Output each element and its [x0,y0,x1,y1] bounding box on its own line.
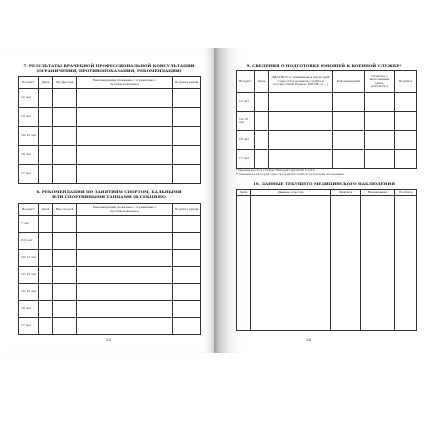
age-cell: 13 лет [19,108,39,127]
notebook-spread [4,48,424,353]
blank-cell[interactable] [173,165,201,184]
section9-title: 9. СВЕДЕНИЯ О ПОДГОТОВКЕ ЮНОШЕЙ К ВОЕННОЙ СЛУЖБЕ* [246,63,402,68]
blank-cell[interactable] [333,150,365,169]
blank-cell[interactable] [53,108,77,127]
table-row [19,250,201,267]
blank-cell[interactable] [77,89,173,108]
blank-cell[interactable] [365,93,395,112]
blank-cell[interactable] [53,267,77,284]
column-header: Подпись [395,190,417,196]
footnote-2: ** Указывается категория годности к военной службе по результатам обследования. [236,173,345,176]
column-header: Возраст [19,77,39,89]
blank-cell[interactable] [333,112,365,131]
blank-cell[interactable] [255,93,269,112]
age-cell: 14–15 лет [19,284,39,301]
blank-cell[interactable] [77,250,173,267]
blank-cell[interactable] [255,112,269,131]
blank-cell[interactable] [77,127,173,146]
column-header: Данные осмотра [251,190,331,196]
column-header: Профессия [53,77,77,89]
blank-cell[interactable] [269,112,333,131]
section8-title: 8. РЕКОМЕНДАЦИИ ПО ЗАНЯТИЯМ СПОРТОМ, БАЛЬНЫМИ ИЛИ СПОРТИВНЫМИ ТАНЦАМИ (В СЕКЦИЯХ) [36,189,182,199]
blank-cell[interactable] [53,284,77,301]
blank-cell[interactable] [39,127,53,146]
age-cell: 12 лет [19,89,39,108]
column-header: Отметка о выполнении (дата, результат) [365,71,395,93]
blank-cell[interactable] [173,267,201,284]
blank-cell[interactable] [39,233,53,250]
age-cell: 8–9 лет [19,233,39,250]
blank-cell[interactable] [39,89,53,108]
age-cell: 17 лет [19,318,39,335]
blank-cell[interactable] [53,233,77,250]
column-header: Возраст [19,204,39,216]
blank-cell[interactable] [77,146,173,165]
consultation-table [18,76,201,184]
age-cell: 16 лет [19,146,39,165]
age-cell: 16 лет [19,301,39,318]
footnote-1: * Сведения вносятся в Приказ Минздравсоцразвития № 240 н. [236,169,316,172]
blank-cell[interactable] [173,250,201,267]
blank-cell[interactable] [39,216,53,233]
blank-cell[interactable] [77,267,173,284]
column-header: Дата [39,77,53,89]
page-number-left: 25 [106,337,112,342]
blank-cell[interactable] [53,146,77,165]
blank-cell[interactable] [173,318,201,335]
age-cell: 12–13 лет [19,267,39,284]
blank-cell[interactable] [255,131,269,150]
page-number-right: 26 [306,337,312,342]
blank-cell[interactable] [269,93,333,112]
column-header: Назначения [361,190,395,196]
table-row [19,267,201,284]
observation-table [236,189,417,331]
blank-cell[interactable] [395,112,417,131]
blank-cell[interactable] [39,108,53,127]
age-cell: 17 лет [19,165,39,184]
blank-cell[interactable] [269,150,333,169]
blank-cell[interactable] [53,89,77,108]
observation-blank-row [237,196,417,331]
table-row [19,146,201,165]
blank-cell[interactable] [39,165,53,184]
table-row [19,233,201,250]
table-row [19,89,201,108]
column-header: ДИАГНОЗ (с указанием и категории годности к военной службе в соответствии Приказ МО РФ от ...) [269,71,333,93]
table-row [19,216,201,233]
age-cell: 17 лет [237,150,255,169]
blank-cell[interactable] [77,216,173,233]
blank-cell[interactable] [53,127,77,146]
blank-cell[interactable] [77,108,173,127]
table-row [237,131,417,150]
blank-cell[interactable] [269,131,333,150]
blank-cell[interactable] [173,127,201,146]
blank-cell[interactable] [173,233,201,250]
blank-cell[interactable] [39,284,53,301]
sports-table [18,203,201,335]
blank-cell[interactable] [255,150,269,169]
blank-cell[interactable] [39,301,53,318]
column-header: Рекомендации [333,71,365,93]
age-cell: 7 лет [19,216,39,233]
section10-title: 10. ДАННЫЕ ТЕКУЩЕГО МЕДИЦИНСКОГО НАБЛЮДЕНИЯ [253,181,395,186]
blank-cell[interactable] [173,146,201,165]
blank-cell[interactable] [173,89,201,108]
blank-cell[interactable] [395,131,417,150]
blank-cell[interactable] [173,216,201,233]
column-header: Диагноз [331,190,361,196]
age-cell: 14–15 лет [19,127,39,146]
blank-cell[interactable] [53,301,77,318]
column-header: Подпись врача [173,204,201,216]
blank-cell[interactable] [77,284,173,301]
age-cell: 10–11 лет [19,250,39,267]
column-header: Дата [237,190,251,196]
table-row [237,93,417,112]
blank-cell[interactable] [173,284,201,301]
column-header: Подпись врача [173,77,201,89]
column-header: Рекомендации (показано / ограничено / противопоказано) [77,204,173,216]
blank-cell[interactable] [39,318,53,335]
blank-cell[interactable] [173,108,201,127]
blank-cell[interactable] [77,301,173,318]
blank-cell[interactable] [53,250,77,267]
blank-cell[interactable] [333,93,365,112]
table-row [19,301,201,318]
blank-cell[interactable] [77,318,173,335]
column-header: Рекомендации (показано / ограничено / противопоказано) [77,77,173,89]
blank-cell[interactable] [77,165,173,184]
column-header: Вид спорта [53,204,77,216]
blank-cell[interactable] [53,216,77,233]
table-row [19,284,201,301]
age-cell: 12 лет [237,93,255,112]
blank-cell[interactable] [333,131,365,150]
table-row [237,112,417,131]
left-page [4,48,214,353]
table-row [19,108,201,127]
blank-cell[interactable] [39,267,53,284]
column-header: Дата [39,204,53,216]
blank-cell[interactable] [39,146,53,165]
blank-cell[interactable] [365,131,395,150]
blank-cell[interactable] [39,250,53,267]
military-table [236,70,417,169]
table-row [237,150,417,169]
age-cell: 16 лет [237,131,255,150]
column-header: Подпись [395,71,417,93]
section7-title: 7. РЕЗУЛЬТАТЫ ВРАЧЕБНОЙ ПРОФЕССИОНАЛЬНОЙ КОНСУЛЬТАЦИИ (ОГРАНИЧЕНИЯ, ПРОТИВОПОКАЗАНИЯ, РЕКОМЕНДАЦИИ) [23,63,195,73]
age-cell: 14–15 лет [237,112,255,131]
blank-cell[interactable] [53,318,77,335]
table-row [19,165,201,184]
blank-cell[interactable] [365,150,395,169]
table-row [19,127,201,146]
column-header: Дата [255,71,269,93]
table-row [19,318,201,335]
blank-cell[interactable] [77,233,173,250]
blank-cell[interactable] [365,112,395,131]
blank-cell[interactable] [395,150,417,169]
blank-cell[interactable] [53,165,77,184]
blank-cell[interactable] [173,301,201,318]
right-page [214,48,424,353]
blank-cell[interactable] [395,93,417,112]
column-header: Возраст [237,71,255,93]
